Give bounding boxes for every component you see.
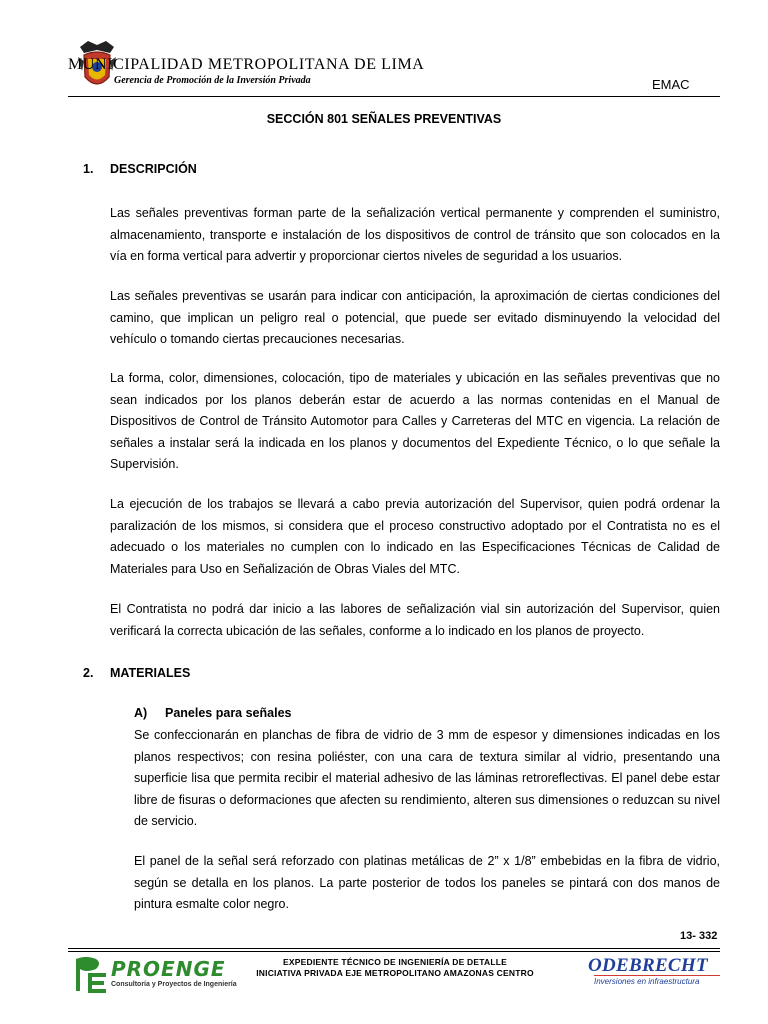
paragraph-2: Las señales preventivas se usarán para indicar con anticipación, la aproximación de ciertas condiciones del camino, que implican un peligro real o potencial, que puede ser evitado disminuyendo la velocidad del vehículo o tomando ciertas precauciones necesarias.: [110, 289, 720, 347]
header-divider: [68, 96, 720, 97]
subsection-a-title: Paneles para señales: [165, 706, 292, 720]
footer-project-title: [240, 957, 550, 979]
section-2-title: MATERIALES: [110, 666, 191, 680]
paragraph-7: El panel de la señal será reforzado con platinas metálicas de 2” x 1/8” embebidas en la fibra de vidrio, según se detalla en los planos. La parte posterior de todos los paneles se pintará con dos manos de pintura esmalte color negro.: [134, 854, 720, 912]
odebrecht-wordmark: ODEBRECHT: [588, 955, 708, 976]
institution-name: MUNICIPALIDAD METROPOLITANA DE LIMA: [68, 56, 425, 73]
section-1-number: 1.: [83, 162, 94, 176]
section-1-title: DESCRIPCIÓN: [110, 162, 197, 176]
paragraph-5: El Contratista no podrá dar inicio a las labores de señalización vial sin autorización del Supervisor, quien verificará la correcta ubicación de las señales, conforme a lo indicado en los planos de proyecto.: [110, 602, 720, 638]
institution-subtitle: Gerencia de Promoción de la Inversión Privada: [114, 75, 311, 86]
page-number: 13- 332: [680, 930, 718, 942]
proenge-logo: [74, 955, 108, 993]
odebrecht-tagline: Inversiones en infraestructura: [594, 975, 720, 986]
section-2-number: 2.: [83, 666, 94, 680]
proenge-wordmark: PROENGE: [111, 957, 226, 981]
footer-divider: [68, 948, 720, 949]
footer-line-2: INICIATIVA PRIVADA EJE METROPOLITANO AMAZONAS CENTRO: [256, 968, 534, 978]
footer-line-1: EXPEDIENTE TÉCNICO DE INGENIERÍA DE DETALLE: [283, 957, 507, 967]
section-title: SECCIÓN 801 SEÑALES PREVENTIVAS: [266, 112, 502, 126]
paragraph-6: Se confeccionarán en planchas de fibra de vidrio de 3 mm de espesor y dimensiones indicadas en los planos respectivos; con resina poliéster, con una cara de textura similar al vidrio, presentando una superficie lisa que permita recibir el material adhesivo de las láminas retroreflectivas. El panel debe estar libre de fisuras o deformaciones que afecten su rendimiento, alteren sus dimensiones o reduzcan su nivel de servicio.: [134, 728, 720, 829]
paragraph-3: La forma, color, dimensiones, colocación, tipo de materiales y ubicación en las señales preventivas que no sean indicados por los planos deberán estar de acuerdo a las normas contenidas en el Manual de Dispositivos de Control de Tránsito Automotor para Calles y Carreteras del MTC en vigencia. La relación de señales a instalar será la indicada en los planos y documentos del Expediente Técnico, o lo que señale la Supervisión.: [110, 371, 720, 472]
paragraph-1: Las señales preventivas forman parte de la señalización vertical permanente y comprenden el suministro, almacenamiento, transporte e instalación de los dispositivos de control de tránsito que son colocados en la vía en forma vertical para advertir y proporcionar ciertos niveles de seguridad a los usuarios.: [110, 206, 720, 264]
subsection-a-label: A): [134, 706, 148, 720]
footer-divider-secondary: [68, 951, 720, 952]
proenge-tagline: Consultoría y Proyectos de Ingeniería: [111, 981, 237, 988]
paragraph-4: La ejecución de los trabajos se llevará a cabo previa autorización del Supervisor, quien podrá ordenar la paralización de los mismos, si considera que el proceso constructivo adoptado por el Contratista no es el adecuado o los materiales no cumplen con lo indicado en las Especificaciones Técnicas de Calidad de Materiales para Uso en Señalización de Obras Viales del MTC.: [110, 497, 720, 576]
document-code: EMAC: [652, 77, 690, 92]
